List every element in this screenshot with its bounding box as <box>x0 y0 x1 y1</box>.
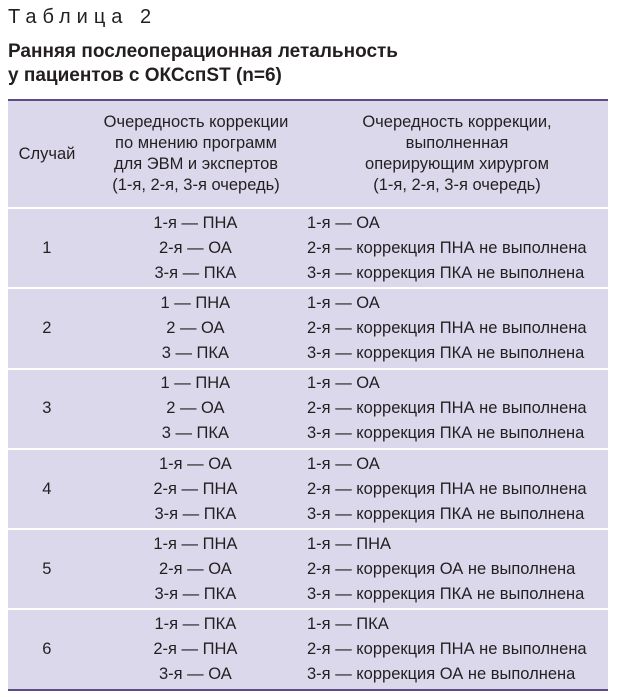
expert-order-item: 3-я — ПКА <box>154 584 237 603</box>
expert-order-item: 3-я — ПКА <box>154 504 237 523</box>
expert-order-cell <box>86 209 305 287</box>
surgeon-order-item: 1-я — ПКА <box>307 615 389 634</box>
mortality-table <box>8 99 608 691</box>
case-number: 1 <box>42 238 52 257</box>
surgeon-order-cell <box>305 370 608 448</box>
table-body <box>8 207 608 689</box>
expert-order-item: 2 — ОА <box>166 318 225 337</box>
expert-order-cell <box>86 610 305 688</box>
table-row <box>8 448 608 528</box>
surgeon-order-item: 2-я — коррекция ПНА не выполнена <box>307 318 587 337</box>
surgeon-order-item: 1-я — ОА <box>307 374 380 393</box>
header-surgeon-line: оперирующим хирургом <box>365 155 549 173</box>
surgeon-order-item: 3-я — коррекция ПКА не выполнена <box>307 424 585 443</box>
surgeon-order-item: 2-я — коррекция ПНА не выполнена <box>307 238 587 257</box>
expert-order-item: 1 — ПНА <box>160 293 231 312</box>
surgeon-order-item: 1-я — ОА <box>307 454 380 473</box>
header-surgeon-line: (1-я, 2-я, 3-я очередь) <box>373 176 541 194</box>
header-expert-line: (1-я, 2-я, 3-я очередь) <box>112 176 280 194</box>
header-case: Случай <box>18 144 76 163</box>
expert-order-item: 1-я — ПКА <box>154 615 237 634</box>
expert-order-item: 3-я — ПКА <box>154 263 237 282</box>
surgeon-order-item: 3-я — коррекция ПКА не выполнена <box>307 504 585 523</box>
expert-order-item: 1-я — ПНА <box>153 213 238 232</box>
surgeon-order-cell <box>305 530 608 608</box>
header-surgeon-order <box>306 101 608 207</box>
header-expert-line: для ЭВМ и экспертов <box>113 155 279 173</box>
header-expert-line: Очередность коррекции <box>103 113 289 131</box>
header-surgeon-line: Очередность коррекции, <box>362 113 552 131</box>
table-title <box>8 40 398 88</box>
expert-order-item: 2-я — ОА <box>158 559 232 578</box>
expert-order-item: 1 — ПНА <box>160 374 231 393</box>
case-number: 3 <box>42 399 52 418</box>
header-surgeon-line: выполненная <box>405 134 509 152</box>
table-row <box>8 368 608 448</box>
surgeon-order-item: 2-я — коррекция ПНА не выполнена <box>307 479 587 498</box>
table-header <box>8 101 608 207</box>
surgeon-order-item: 3-я — коррекция ПКА не выполнена <box>307 263 585 282</box>
expert-order-item: 2-я — ОА <box>158 238 232 257</box>
surgeon-order-item: 3-я — коррекция ПКА не выполнена <box>307 584 585 603</box>
expert-order-item: 2-я — ПНА <box>153 640 238 659</box>
surgeon-order-item: 1-я — ПНА <box>307 534 392 553</box>
expert-order-item: 3 — ПКА <box>161 343 230 362</box>
surgeon-order-item: 2-я — коррекция ОА не выполнена <box>307 559 576 578</box>
expert-order-item: 2 — ОА <box>166 399 225 418</box>
surgeon-order-item: 3-я — коррекция ПКА не выполнена <box>307 343 585 362</box>
table-title-line-2: у пациентов с ОКСспST (n=6) <box>8 65 282 86</box>
surgeon-order-cell <box>305 209 608 287</box>
surgeon-order-cell <box>305 450 608 528</box>
surgeon-order-item: 1-я — ОА <box>307 293 380 312</box>
case-number: 4 <box>42 479 52 498</box>
expert-order-cell <box>86 530 305 608</box>
expert-order-item: 1-я — ПНА <box>153 534 238 553</box>
surgeon-order-item: 2-я — коррекция ПНА не выполнена <box>307 640 587 659</box>
case-number: 2 <box>42 318 52 337</box>
expert-order-cell <box>86 450 305 528</box>
header-expert-line: по мнению программ <box>115 134 277 152</box>
surgeon-order-cell <box>305 289 608 367</box>
table-caption: Таблица 2 <box>8 6 158 28</box>
table-row <box>8 207 608 287</box>
table-row <box>8 287 608 367</box>
table-row <box>8 608 608 688</box>
expert-order-item: 3 — ПКА <box>161 424 230 443</box>
expert-order-item: 2-я — ПНА <box>153 479 238 498</box>
header-expert-order <box>86 101 306 207</box>
expert-order-cell <box>86 370 305 448</box>
expert-order-cell <box>86 289 305 367</box>
surgeon-order-item: 1-я — ОА <box>307 213 380 232</box>
table-title-line-1: Ранняя послеоперационная летальность <box>8 41 398 62</box>
expert-order-item: 1-я — ОА <box>158 454 232 473</box>
expert-order-item: 3-я — ОА <box>158 665 232 684</box>
case-number: 6 <box>42 640 52 659</box>
surgeon-order-item: 2-я — коррекция ПНА не выполнена <box>307 399 587 418</box>
case-number: 5 <box>42 559 52 578</box>
surgeon-order-item: 3-я — коррекция ОА не выполнена <box>307 665 576 684</box>
table-row <box>8 528 608 608</box>
surgeon-order-cell <box>305 610 608 688</box>
